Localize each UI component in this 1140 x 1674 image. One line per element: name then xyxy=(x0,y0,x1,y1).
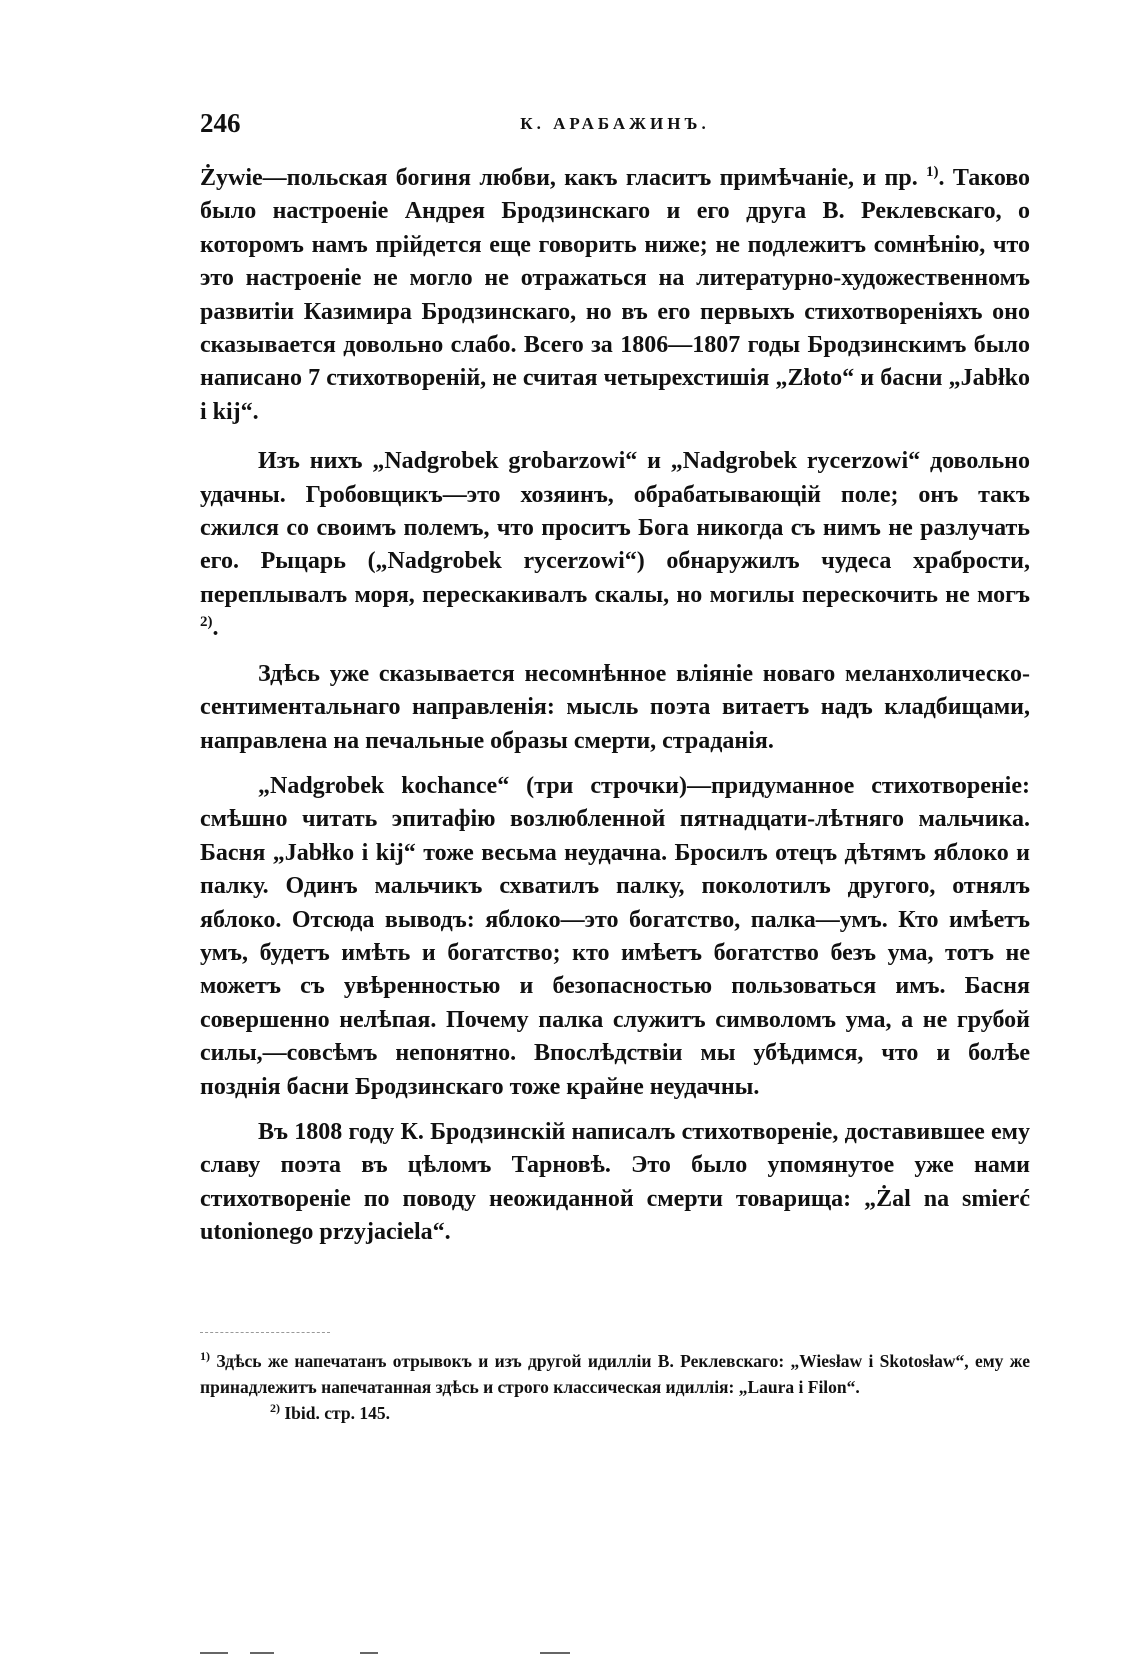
paragraph-1-tail: Таково было настроеніе Андрея Бродзинскаго и его друга В. Реклевскаго, о которомъ намъ прійдется еще говорить ниже; не подлежитъ сомнѣнію, что это настроеніе не могло не отражаться на литературно-художественномъ развитіи Казимира Бродзинскаго, но въ его первыхъ стихотвореніяхъ оно сказывается довольно слабо. Всего за 1806—1807 годы Бродзинскимъ было написано 7 стихотвореній, не считая четырехстишія „Złoto“ и басни „Jabłko i kij“. xyxy=(200,165,1031,425)
scan-mark xyxy=(540,1652,570,1654)
footnote-2-text: Ibid. стр. 145. xyxy=(284,1403,390,1423)
footnote-2 xyxy=(200,1400,1030,1426)
paragraph-3: Здѣсь уже сказывается несомнѣнное вліяніе новаго меланхолическо-сентиментальнаго направленія: мысль поэта витаетъ надъ кладбищами, направлена на печальные образы смерти, страданія. xyxy=(200,660,1030,754)
footnote-2-mark: 2) xyxy=(270,1401,280,1416)
footnote-1-text: Здѣсь же напечатанъ отрывокъ и изъ другой идилліи В. Реклевскаго: „Wiesław i Skotosław“, ему же принадлежитъ напечатанная здѣсь и строго классическая идиллія: „Laura i Filon“. xyxy=(200,1351,1030,1397)
page-number: 246 xyxy=(200,108,241,138)
paragraph-5: Въ 1808 году К. Бродзинскій написалъ стихотвореніе, доставившее ему славу поэта въ цѣломъ Тарновѣ. Это было упомянутое уже нами стихотвореніе по поводу неожиданной смерти товарища: „Żal na smierć utonionego przyjaciela“. xyxy=(200,1118,1030,1246)
footnote-ref-2: 2) xyxy=(200,614,213,631)
scan-mark xyxy=(250,1652,274,1654)
footnote-ref-1: 1) xyxy=(926,164,939,180)
scan-mark xyxy=(360,1652,378,1654)
paragraph-2-text: Изъ нихъ „Nadgrobek grobarzowi“ и „Nadgrobek rycerzowi“ довольно удачны. Гробовщикъ—это хозяинъ, обрабатывающій поле; онъ такъ сжился со своимъ полемъ, что проситъ Бога никогда съ нимъ не разлучать его. Рыцарь („Nadgrobek rycerzowi“) обнаружилъ чудеса храбрости, переплывалъ моря, перескакивалъ скалы, но могилы перескочить не могъ xyxy=(200,448,1030,608)
paragraph-1: Żywie—польская богиня любви, какъ гласитъ примѣчаніе, и пр. $^{1)}$. Таково было настроеніе Андрея Бродзинскаго и его друга В. Реклевскаго, о которомъ намъ прійдется еще говорить ниже; не подлежитъ сомнѣнію, что это настроеніе не могло не отражаться на литературно-художественномъ развитіи Казимира Бродзинскаго, но въ его первыхъ стихотвореніяхъ оно сказывается довольно слабо. Всего за 1806—1807 годы Бродзинскимъ было написано 7 стихотвореній, не считая четырехстишія „Złoto“ и басни „Jabłko i kij“. xyxy=(200,164,1031,425)
scan-mark xyxy=(200,1652,228,1654)
main-text xyxy=(200,162,1030,1262)
footnote-1 xyxy=(200,1348,1030,1400)
paragraph-1-text: Żywie—польская богиня любви, какъ гласитъ примѣчаніе, и пр. xyxy=(200,165,918,191)
footnote-divider xyxy=(200,1332,330,1333)
running-title: К. АРАБАЖИНЪ. xyxy=(520,114,710,133)
footnote-1-mark: 1) xyxy=(200,1349,210,1364)
paragraph-2 xyxy=(200,445,1030,645)
paragraph-2-tail: . xyxy=(212,615,219,642)
footnotes xyxy=(200,1348,1030,1426)
page-header xyxy=(200,108,1030,148)
paragraph-4: „Nadgrobek kochance“ (три строчки)—придуманное стихотвореніе: смѣшно читать эпитафію возлюбленной пятнадцати-лѣтняго мальчика. Басня „Jabłko i kij“ тоже весьма неудачна. Бросилъ отецъ дѣтямъ яблоко и палку. Одинъ мальчикъ схватилъ палку, поколотилъ другого, отнялъ яблоко. Отсюда выводъ: яблоко—это богатство, палка—умъ. Кто имѣетъ умъ, будетъ имѣть и богатство; кто имѣетъ богатство безъ ума, тотъ не можетъ съ увѣренностью и безопасностью пользоваться имъ. Басня совершенно нелѣпая. Почему палка служитъ символомъ ума, а не грубой силы,—совсѣмъ непонятно. Впослѣдствіи мы убѣдимся, что и болѣе позднія басни Бродзинскаго тоже крайне неудачны. xyxy=(200,772,1030,1100)
scan-edge-marks xyxy=(200,1652,1030,1656)
